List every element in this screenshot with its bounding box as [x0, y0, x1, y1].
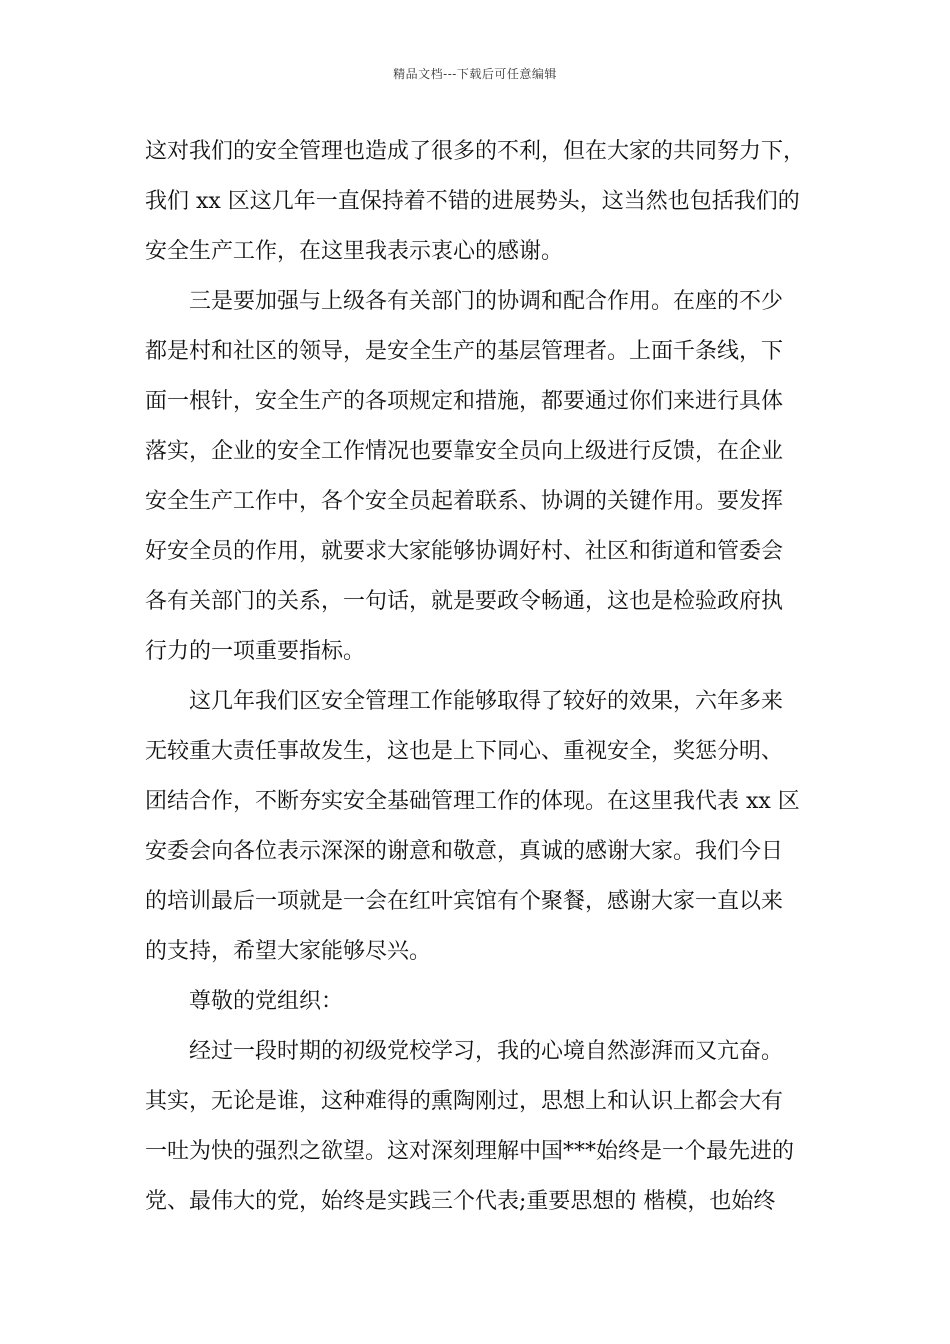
text-line: 一吐为快的强烈之欲望。这对深刻理解中国***始终是一个最先进的 [145, 1139, 795, 1164]
text-line: 好安全员的作用，就要求大家能够协调好村、社区和街道和管委会 [145, 539, 784, 564]
text-line: 无较重大责任事故发生，这也是上下同心、重视安全，奖惩分明、 [145, 739, 784, 764]
text-line: 三是要加强与上级各有关部门的协调和配合作用。在座的不少 [189, 289, 784, 314]
text-line: 安全生产工作中，各个安全员起着联系、协调的关键作用。要发挥 [145, 489, 784, 514]
text-line: 行力的一项重要指标。 [145, 639, 366, 664]
text-line: 的培训最后一项就是一会在红叶宾馆有个聚餐，感谢大家一直以来 [145, 889, 784, 914]
text-line: 党、最伟大的党，始终是实践三个代表;重要思想的 楷模，也始终 [145, 1189, 776, 1214]
text-line: 经过一段时期的初级党校学习，我的心境自然澎湃而又亢奋。 [189, 1039, 784, 1064]
text-line: 这对我们的安全管理也造成了很多的不利，但在大家的共同努力下， [145, 139, 806, 164]
text-line: 这几年我们区安全管理工作能够取得了较好的效果，六年多来 [189, 689, 784, 714]
text-line: 其实，无论是谁，这种难得的熏陶刚过，思想上和认识上都会大有 [145, 1089, 784, 1114]
text-line: 安全生产工作，在这里我表示衷心的感谢。 [145, 239, 564, 264]
page-header: 精品文档---下载后可任意编辑 [393, 67, 557, 81]
text-line: 落实，企业的安全工作情况也要靠安全员向上级进行反馈，在企业 [145, 439, 784, 464]
text-line: 各有关部门的关系，一句话，就是要政令畅通，这也是检验政府执 [145, 589, 784, 614]
text-line: 团结合作，不断夯实安全基础管理工作的体现。在这里我代表 xx 区 [145, 789, 800, 814]
text-line: 我们 xx 区这几年一直保持着不错的进展势头，这当然也包括我们的 [145, 189, 800, 214]
text-line: 安委会向各位表示深深的谢意和敬意，真诚的感谢大家。我们今日 [145, 839, 784, 864]
document-body [145, 127, 810, 1227]
text-line: 都是村和社区的领导，是安全生产的基层管理者。上面千条线，下 [145, 339, 784, 364]
text-line: 的支持，希望大家能够尽兴。 [145, 939, 432, 964]
text-line: 面一根针，安全生产的各项规定和措施，都要通过你们来进行具体 [145, 389, 784, 414]
text-line: 尊敬的党组织： [189, 989, 344, 1014]
